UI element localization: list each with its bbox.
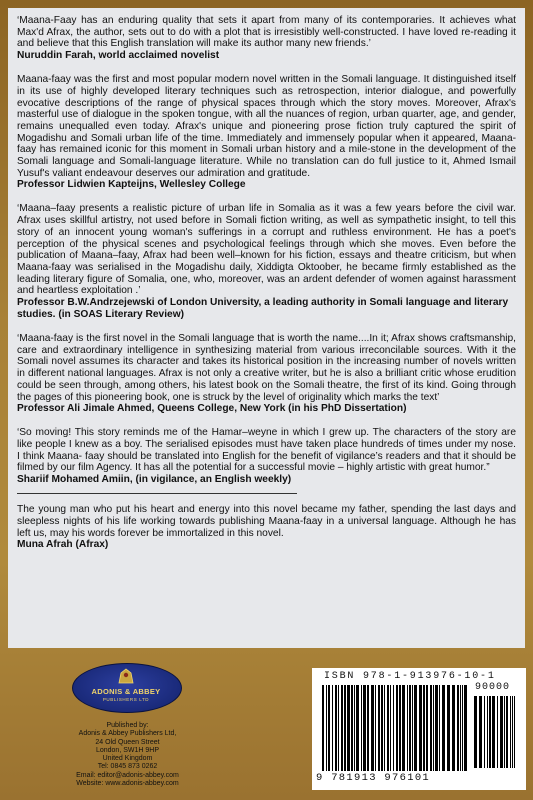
barcode-bar [356, 685, 359, 771]
publisher-email: Email: editor@adonis-abbey.com [76, 771, 179, 779]
barcode-bar [367, 685, 369, 771]
publisher-line: United Kingdom [102, 755, 153, 763]
price-code: 90000 [475, 682, 511, 693]
barcode-bar [492, 696, 495, 768]
barcode-bar [504, 696, 505, 768]
barcode-bar [435, 685, 438, 771]
barcode-digits: 9 781913 976101 [316, 772, 431, 784]
barcode-bar [328, 685, 330, 771]
barcode-bar [409, 685, 411, 771]
barcode-bar [506, 696, 508, 768]
barcode-bar [452, 685, 455, 771]
quote-author: Nuruddin Farah, world acclaimed novelist [17, 50, 220, 62]
quote-author: Shariif Mohamed Amiin, (in vigilance, an English weekly) [17, 474, 292, 486]
barcode-bar [363, 685, 366, 771]
barcode-bar [371, 685, 374, 771]
dedication-author: Muna Afrah (Afrax) [17, 539, 109, 551]
barcode-bar [344, 685, 346, 771]
barcode-bar [479, 696, 482, 768]
barcode-bar [338, 685, 339, 771]
barcode-bar [412, 685, 413, 771]
barcode-bar [460, 685, 461, 771]
publisher-info [40, 722, 215, 788]
barcode-bar [341, 685, 343, 771]
barcode-bar [439, 685, 440, 771]
barcode-bar [414, 685, 417, 771]
publisher-line: Published by: [106, 722, 149, 729]
addon-barcode-bars [474, 696, 518, 768]
barcode-bars [322, 685, 470, 771]
barcode-bar [390, 685, 391, 771]
barcode-bar [393, 685, 394, 771]
barcode-bar [462, 685, 463, 771]
barcode-bar [326, 685, 327, 771]
barcode-bar [351, 685, 353, 771]
quote-author: Professor Lidwien Kapteijns, Wellesley College [17, 179, 246, 191]
barcode-bar [387, 685, 389, 771]
barcode-bar [447, 685, 450, 771]
publisher-logo [72, 663, 180, 719]
barcode-bar [347, 685, 350, 771]
quote-author: Professor B.W.Andrzejewski of London University, a leading authority in Somali language and literary studies. (in SOAS Literary Review) [17, 297, 509, 321]
quote-text: ‘Maana–faay presents a realistic picture of urban life in Somalia as it was a few years before the civil war. Afrax uses skillful artistry, not used before in Somali fiction writing, as well as sympathetic insight, to tell this story of an innocent young woman's sufferings in a corrupt and ruthless environment. He has a poet's perception of the physical scenes and psychological feelings through which she moves. Even before the publication of Maana–faay, Afrax had been well–known for his fiction, essays and theatre criticism, but when Maana-faay was serialised in the Mogadishu daily, Xiddigta Oktoober, he became firmly established as the leading literary figure of Somalia, one, who, moreover, was an ardent defender of women against harassment and heartless exploitation .’ [17, 203, 516, 297]
barcode-bar [332, 685, 333, 771]
barcode-bar [514, 696, 515, 768]
barcode-bar [384, 685, 385, 771]
barcode-bar [426, 685, 428, 771]
lion-emblem-icon [116, 667, 136, 685]
barcode-bar [407, 685, 408, 771]
logo-name: ADONIS & ABBEY [91, 687, 161, 696]
publisher-website: Website: www.adonis-abbey.com [76, 780, 179, 788]
quote-author: Professor Ali Jimale Ahmed, Queens College, New York (in his PhD Dissertation) [17, 403, 407, 415]
barcode-bar [433, 685, 434, 771]
barcode-bar [497, 696, 498, 768]
barcode-bar [322, 685, 324, 771]
barcode-bar [402, 685, 405, 771]
text-panel [8, 8, 525, 648]
barcode-bar [489, 696, 491, 768]
publisher-line: 24 Old Queen Street [95, 738, 160, 746]
barcode-bar [335, 685, 337, 771]
barcode-bar [399, 685, 401, 771]
barcode-bar [442, 685, 445, 771]
barcode-bar [430, 685, 432, 771]
barcode-bar [500, 696, 503, 768]
barcode-bar [375, 685, 376, 771]
barcode-bar [510, 696, 511, 768]
barcode-bar [361, 685, 362, 771]
barcode-bar [487, 696, 488, 768]
quote-text: ‘So moving! This story reminds me of the Hamar–weyne in which I grew up. The characters of the story are like people I knew as a boy. The serialised episodes must have taken place hundreds of times under my nose. I think Maana- faay should be translated into English for the benefit of vigilance’s readers and that it should be filmed by our film Agency. It has all the potential for a successful movie – highly artistic with great humor.” [17, 427, 516, 474]
quote-text: ‘Maana-faay is the first novel in the Somali language that is worth the name....In it; Afrax shows craftsmanship, care and extraordinary intelligence in synthesizing material from various irreconcilable sources. With it the Somali novel assumes its character and takes its historical position in the increasing number of novels written in different national languages. Afrax is not only a creative writer, but he is also a brilliant critic whose erudition could be seen through, among others, his latest book on the Somali theatre, the first of its kind. Going through the pages of this pioneering book, one is struck by the level of originality which marks the text’ [17, 333, 516, 403]
barcode-bar [378, 685, 380, 771]
quote-text: Maana-faay was the first and most popular modern novel written in the Somali language. It distinguished itself in its use of highly developed literary techniques such as retrospection, interior dialogue, and powerfully evocative descriptions of the range of physical spaces through which the story moves. Moreover, Afrax's masterful use of dialogue in the spoken tongue, with all the nuances of region, urban quarter, age, and gender, remains unequalled even today. Afrax's unique and pioneering prose fiction truly captured the spirit of Mogadishu and Somali urban life of the time. Immediately and immensely popular when it appeared, Maana-faay has remained iconic for this moment in Somali urban history and a mile-stone in the development of the Somali language and Somali-language literature. While no translation can do full justice to it, Ahmed Ismail Yusuf's valiant endeavour deserves our admiration and gratitude. [17, 74, 516, 179]
barcode-bar [396, 685, 398, 771]
publisher-line: Adonis & Abbey Publishers Ltd, [78, 730, 177, 738]
barcode [312, 668, 526, 790]
publisher-line: London, SW1H 9HP [95, 746, 160, 754]
publisher-line: Tel: 0845 873 0262 [97, 763, 158, 771]
barcode-bar [474, 696, 477, 768]
barcode-bar [354, 685, 355, 771]
barcode-bar [457, 685, 459, 771]
logo-subtitle: PUBLISHERS LTD [102, 697, 150, 702]
barcode-bar [484, 696, 485, 768]
barcode-bar [381, 685, 383, 771]
barcode-bar [464, 685, 467, 771]
barcode-bar [419, 685, 422, 771]
barcode-bar [512, 696, 513, 768]
barcode-bar [423, 685, 425, 771]
isbn-text: ISBN 978-1-913976-10-1 [324, 671, 496, 682]
dedication-text: The young man who put his heart and energy into this novel became my father, spending the last days and sleepless nights of his life working towards publishing Maana-faay in a universal language. Although he has left us, may his words forever be immortalized in this novel. [17, 504, 516, 539]
quote-text: ‘Maana-Faay has an enduring quality that sets it apart from many of its contemporaries. It achieves what Max'd Afrax, the author, sets out to do with a plot that is irresistibly well-constructed. I have loved re-reading it and believe that this English translation will make its author many new friends.’ [17, 15, 516, 50]
divider [17, 493, 297, 494]
